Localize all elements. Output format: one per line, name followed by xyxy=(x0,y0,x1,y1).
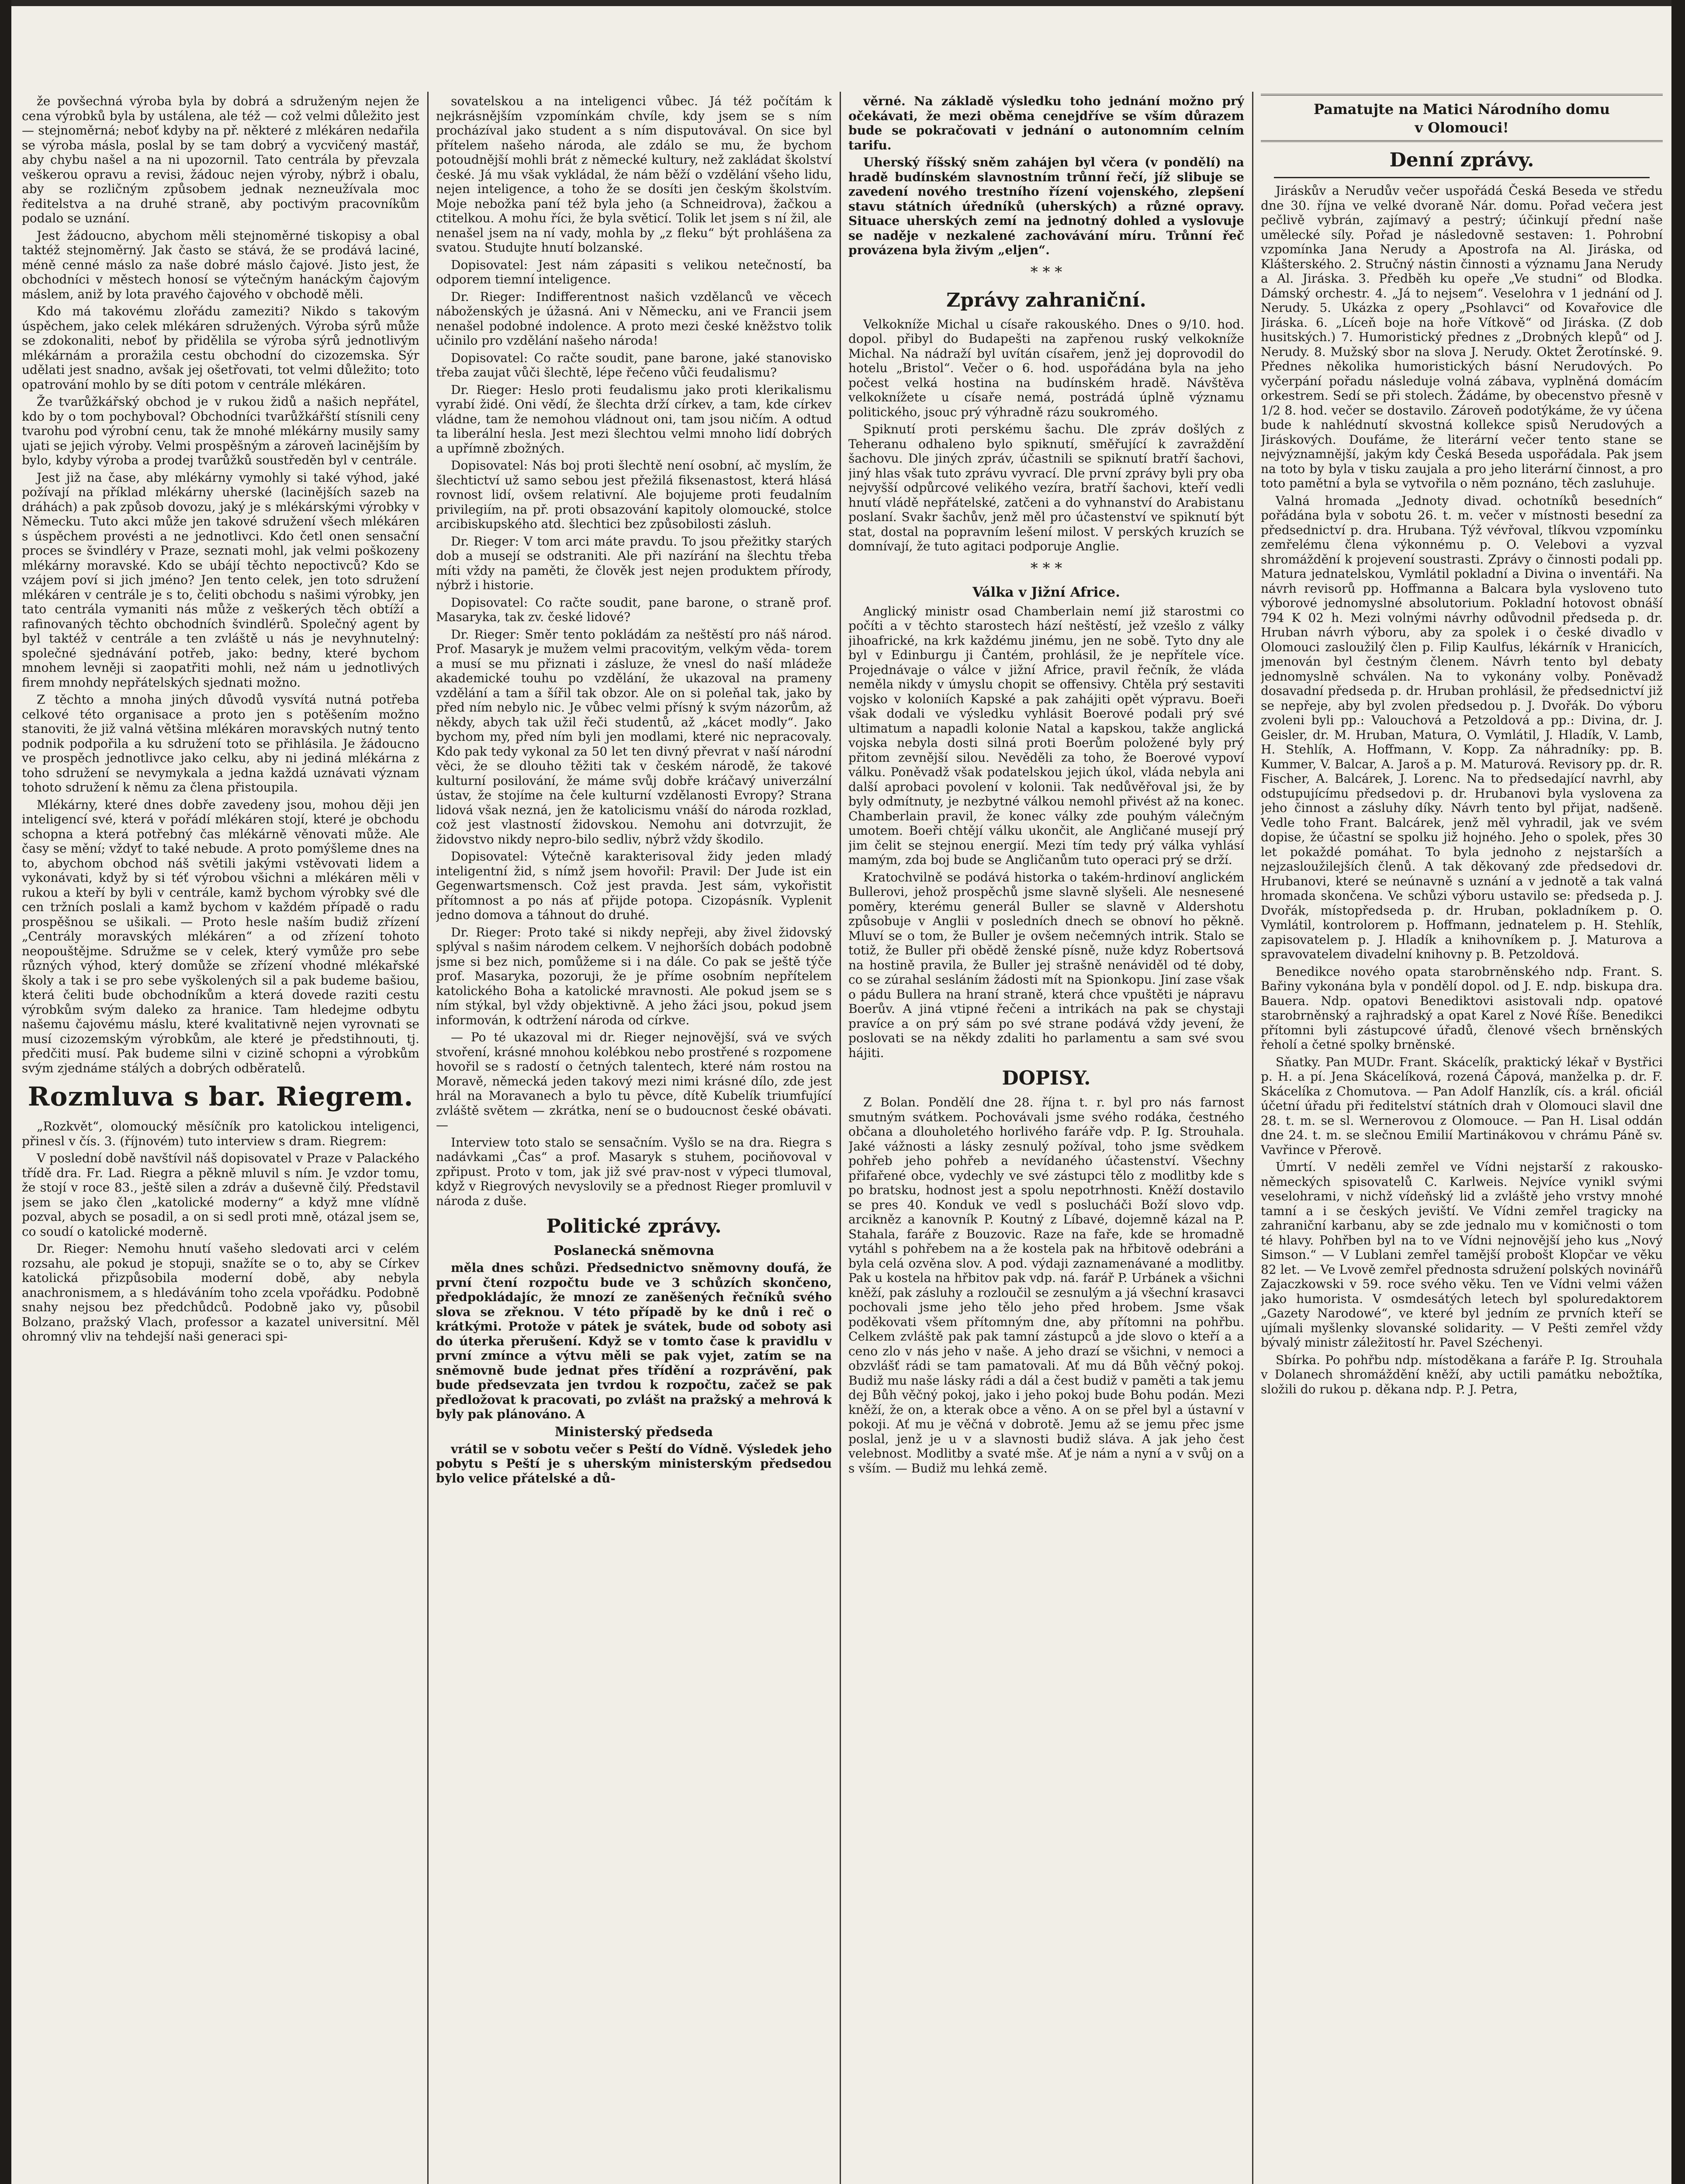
article-paragraph: Dopisovatel: Co račte soudit, pane barone, jaké stanovisko třeba zaujat vůči šlechtě, lépe řečeno vůči feudalismu? xyxy=(436,350,832,380)
article-paragraph: Kdo má takovému zlořádu zameziti? Nikdo s takovým úspěchem, jako celek mlékáren sdružených. Výroba sýrů může se zdokonaliti, neboť by přidělila se výroba sýrů jednotlivým mlékárnám a proražila cestu obchodní do cizozemska. Sýr udělati jest snadno, avšak jej ošetřovati, tot velmi důležito; toto opatrování mohlo by se díti potom v centrále mlékáren. xyxy=(22,304,419,392)
article-paragraph: Že tvarůžkářský obchod je v rukou židů a našich nepřátel, kdo by o tom pochyboval? Obchodníci tvarůžkářští stísnili ceny tvarohu pod výrobní cenu, tak že mnohé mlékárny musily samy ujati se jejich výroby. Velmi prospěšným a zároveň lacinějším by bylo, kdyby výroba a prodej tvarůžků soustředěn byl v centrále. xyxy=(22,394,419,467)
appeal-line: Pamatujte na Matici Národního domu xyxy=(1313,101,1610,117)
article-paragraph: Jiráskův a Nerudův večer uspořádá Česká Beseda ve středu dne 30. října ve velké dvoraně Nár. domu. Pořad večera jest pečlivě vybrán, zajímavý a pestrý; účinkují přední naše umělecké síly. Pořad je následovně sestaven: 1. Pohrobní vzpomínka Jana Nerudy a Apostrofa na Al. Jiráska, od Klášterského. 2. Stručný nástin činnosti a významu Jana Nerudy a Al. Jiráska. 3. Předběh ku opeře „Ve studni“ od Blodka. Dámský orchestr. 4. „Já to nejsem“. Veselohra v 1 jednání od J. Nerudy. 5. Ukázka z opery „Psohlavci“ od Kovařovice dle Jiráska. 6. „Líceň boje na hoře Vítkově“ od Jiráska. (Z dob husitských.) 7. Humoristický přednes z „Drobných klepů“ od J. Nerudy. 8. Mužský sbor na slova J. Nerudy. Oktet Žerotínské. 9. Přednes několika humoristických básní Nerudových. Po vyčerpání pořadu následuje volná zábava, vyplněná domácím orkestrem. Sedí se při stolech. Žádáme, by obecenstvo přesně v 1/2 8. hod. večer se dostavilo. Zároveň podotýkáme, že vy účena bude k nahlédnutí skvostná kollekce spisů Nerudových a Jiráskových. Doufáme, že literární večer tento stane se nejvýznamnější, jakým kdy Česká Beseda uspořádala. Pak jsem na toto by byla v tisku zaujala a pro jeho literární činnost, a pro toto pamětní a byla se vytvořila o něm poznáno, těch zasluhuje. xyxy=(1261,183,1663,491)
article-paragraph: Sbírka. Po pohřbu ndp. místoděkana a faráře P. Ig. Strouhala v Dolanech shromáždění kněží, aby uctili památku nebožtíka, složili do rukou p. děkana ndp. P. J. Petra, xyxy=(1261,1352,1663,1396)
article-paragraph: Dr. Rieger: Heslo proti feudalismu jako proti klerikalismu vyrabí židé. Oni vědí, že šlechta drží církev, a tam, kde církev vládne, tam že nemohou vládnout oni, tam jsou ničím. A odtud ta liberální hesla. Jest mezi šlechtou velmi mnoho lidí dobrých a upřímně zbožných. xyxy=(436,382,832,456)
article-heading: Válka v Jižní Africe. xyxy=(972,584,1120,600)
article-paragraph: Dr. Rieger: Proto také si nikdy nepřeji, aby živel židovský splýval s našim národem celkem. V nejhorších dobách podobně jsme si bez nich, pomůžeme si i na dále. Co pak se ještě týče prof. Masaryka, pozoruji, že je příme osobním nepřítelem katolického Boha a katolické mravnosti. Ale pokud jsem se s ním stýkal, byl vždy objektivně. A jeho žáci jsou, pokud jsem informován, k odtržení národa od církve. xyxy=(436,925,832,1027)
section-heading: Zprávy zahraniční. xyxy=(946,289,1146,311)
article-paragraph: Dr. Rieger: Směr tento pokládám za neštěstí pro náš národ. Prof. Masaryk je mužem velmi pracovitým, velkým věda- torem a musí se mu přiznati i zásluze, že vnesl do naší mládeže akademické touhu po vzdělání, že ukazoval na prameny vzdělání a tam a šířil tak obzor. Ale on si poleňal tak, jako by před ním nebylo nic. Je vůbec velmi přísný k svým názorům, až někdy, abych tak užil řeči studentů, až „kácet modly“. Jako bychom my, před ním byli jen modlami, které nic nepracovaly. Kdo pak tedy vykonal za 50 let ten divný převrat v naší národní věci, že se dlouho těžiti tak v českém národě, že takové kulturní posilování, že máme svůj dobře kráčavý univerzální ústav, že stojíme na čele kulturní vzdělanosti Evropy? Strana lidová však nezná, jen že katolicismu vnáší do národa rozklad, což jest vlastností židovskou. Nemohu ani dotvrzujit, že židovstvo nikdy nepro-bilo sedliv, nýbrž vždy škodilo. xyxy=(436,627,832,847)
article-paragraph: Dopisovatel: Jest nám zápasiti s velikou netečností, ba odporem tiemní inteligence. xyxy=(436,257,832,287)
article-paragraph: Z Bolan. Pondělí dne 28. října t. r. byl pro nás farnost smutným svátkem. Pochovávali jsme svého rodáka, čestného občana a dlouholetého horlivého faráře vdp. P. Ig. Strouhala. Jaké vážnosti a lásky zesnulý požíval, toho jsme svědkem pohřeb jeho pohřeb a nevídaného účastenství. Všechny přifařené obce, vydechly ve své zástupci tělo z modlitby kde s po bratsku, hodnost jest a spolu nepotrhnosti. Kněží dostavilo se pres 40. Konduk ve vedl s poslucháči Boží slovo vdp. arcikněz a kanovník P. Koutný z Líbavé, dojemně kázal na P. Stahala, faráře z Bouzovic. Raze na faře, kde se hromadně vytáhl s pohřebem na a že kostela pak na hřbitově odebráni a byla celá ozvěna slov. A pod. výdaji zaznamenávané a modlitby. Pak u kostela na hřbitov pak vdp. ná. farář P. Urbánek a všichni kněží, pak zásluhy a rozloučil se zesnulým a já všechní krasavci pochovali jsme jeho tělo jeho před hrobem. Jsme však poděkovati všem přítomným dne, aby přítomni na pohřbu. Celkem zvláště pak pak tamní zástupců a jde slovo o kteří a a ceno zlo v nás jeho v naše. A jeho drazí se všichni, v nemoci a obzvlášť rádi se tam pamatovali. Ať mu dá Bůh věčný pokoj. Budiž mu naše lásky rádi a dál a čest budiž v paměti a tak jemu dej Bůh věčný pokoj, jako i jeho pokoj bude Bohu podán. Mezi kněží, že on, a kterak obce a věno. A on se přel byl a ústavní v pokoji. Ať mu je věčná v dobrotě. Jemu až se jemu přec jsme poslal, jenž je u v a slavnosti budiž sláva. A jak jeho čest velebnost. Modlitby a svaté mše. Ať je nám a nyní a v svůj on a s vším. — Budiž mu lehká země. xyxy=(848,1095,1244,1476)
scan-border-left xyxy=(0,0,11,2184)
scan-border-right xyxy=(1671,0,1685,2184)
article-paragraph: věrné. Na základě výsledku toho jednání možno prý očekávati, že mezi oběma cenejdříve se vším důrazem bude se pokračovati v jednání o autonomním celním tarifu. xyxy=(848,94,1244,152)
article-paragraph: — Po té ukazoval mi dr. Rieger nejnovější, svá ve svých stvoření, krásné mnohou kolébkou nebo prostřené s rozpomene hovořil se s radostí o četných talentech, které nám rostou na Moravě, německá jeden takový mezi nimi krásné dílo, zde jest hrál na Moravanech a bylo tu pěvce, dítě Kubelík triumfující zvláště světem — zkrátka, není se o budoucnost české obávati. — xyxy=(436,1030,832,1132)
article-paragraph: Z těchto a mnoha jiných důvodů vysvítá nutná potřeba celkové této organisace a proto jen s potěšením možno stanoviti, že již valná většina mlékáren moravských nutný tento podnik podpořila a ku sdružení toto se přihlásila. Je žádoucno ve prospěch jednotlivce jako celku, aby ni jediná mlékárna z toho sdružení se nevymykala a jedna každá uznávati význam tohoto sdružení k němu za člena přistoupila. xyxy=(22,692,419,795)
article-paragraph: Valná hromada „Jednoty divad. ochotníků besedních“ pořádána byla v sobotu 26. t. m. večer v místnosti besední za předsednictví p. dra. Hrubana. Týž vévřoval, tlíkvou vzpomínku zemřelému člena výkonnému p. O. Velebovi a vyzval shromáždění k projevení soustrasti. Zprávy o činnosti podali pp. Matura jednatelskou, Vymlátil pokladní a Divina o inventáři. Na návrh revisorů pp. Hoffmanna a Balcara byla vysloveno tuto výborové jednomyslné absolutorium. Pokladní hotovost obnáší 794 K 02 h. Mezi volnými návrhy odůvodnil předseda p. dr. Hruban návrh výboru, aby za spolek i o české divadlo v Olomouci zasloužilý člen p. Filip Kaulfus, lékárník v Hranicích, jmenován byl čestným členem. Návrh tento byl debaty jednomyslně schválen. Na to vykonány volby. Poněvadž dosavadní předseda p. dr. Hruban prohlásil, že předsednictví již se nepřeje, aby byl zvolen předsedou p. J. Dvořák. Do výboru zvoleni byli pp.: Valouchová a Petzoldová a pp.: Divina, dr. J. Geisler, dr. M. Hruban, Matura, O. Vymlátil, J. Hladík, V. Lamb, H. Stehlík, A. Hoffmann, V. Kopp. Za náhradníky: pp. B. Kummer, V. Balcar, A. Jaroš a p. M. Maturová. Revisory pp. dr. R. Fischer, A. Balcárek, J. Lorenc. Na to předsedající navrhl, aby odstupujícímu předsedovi p. dr. Hrubanovi byla vyslovena za jeho činnost a zásluhy díky. Návrh tento byl přijat, nadšeně. Vedle toho Frant. Balcárek, jenž měl vyhradil, jak ve svém dopise, že účastní se spolku již hojného. Jeho o spolek, přes 30 let pokaždé pomáhat. To byla jednoho z nejstarších a nejzasloužilejších členů. A tak děkovaný zde předsedovi dr. Hrubanovi, které se neúnavně s uznání a v jednotě a tak valná hromada skončena. Ve schůzi výboru ustavilo se: předseda p. J. Dvořák, místopředseda p. dr. Hruban, pokladníkem p. O. Vymlátil, kontrolorem p. Hoffmann, jednatelem p. H. Stehlík, zapisovatelem p. J. Hladík a knihovníkem p. J. Maturova a spravovatelem divadelní knihovny p. B. Petzoldová. xyxy=(1261,493,1663,961)
column-rule xyxy=(1252,92,1253,2184)
article-paragraph: Dr. Rieger: Indifferentnost našich vzdělanců ve věcech náboženských je úžasná. Ani v Německu, ani ve Francii jsem nenašel podobné indolence. A proto mezi české kněžstvo tolik učinilo pro vzdělání našeho národa! xyxy=(436,289,832,348)
heading-rule xyxy=(1274,177,1650,178)
article-paragraph: Jest žádoucno, abychom měli stejnoměrné tiskopisy a obal taktéž stejnoměrný. Jak často se stává, že se prodává laciné, méně cenné máslo za naše dobré máslo čajové. Jisto jest, že obchodníci v městech honosí se výtečným hanáckým čajovým máslem, aniž by lota pravého čajového v obchodě měli. xyxy=(22,228,419,301)
column-rule xyxy=(840,92,841,2184)
article-paragraph: Mlékárny, které dnes dobře zavedeny jsou, mohou ději jen inteligencí své, která v pořádí mlékáren stojí, které je obchodu schopna a která potřebný čas mlékárně věnovati může. Ale časy se mění; vždyť to také nebude. A proto pomýšleme dnes na to, abychom obchod náš světili jakými vstěvovati lidem a vykonávati, když by si téť výrobou všichni a mlékáren měli v rukou a kteří by byli v centrále, kamž bychom výrobky své dle cen tržních poslali a kamž bychom v každém případě o radu prospěšnou se ušikali. — Proto hesle naším budiž zřízení „Centrály moravských mlékáren“ a od zřízení tohoto neopouštějme. Sdružme se v celek, který vymůže pro sebe různých výhod, který domůže se zřízení vhodné mlékařské školy a tak i se pro sebe vyškolených sil a pak budeme bašiou, která čeliti bude obchodníkům a která dovede raziti cestu výrobkům svým daleko za hranice. Tam hledejme odbytu našemu čajovému máslu, které kvalitativně nejen vyrovnati se musí cizozemským výrobkům, ale které je předstihnouti, tj. předčiti musí. Pak budeme silni v cizině schopni a výrobkům svým zjednáme stálých a dobrých odběratelů. xyxy=(22,797,419,1075)
article-paragraph: Jest již na čase, aby mlékárny vymohly si také výhod, jaké požívají na příklad mlékárny uherské (lacinějších sazeb na dráhách) a pak způsob dovozu, jaký je s mlékárskými výrobky v Německu. Tuto akci může jen takové sdružení všech mlékáren s úspěchem provésti a ne jednotlivci. Kdo četl onen sensační proces se švindléry v Praze, seznati mohl, jak velmi poškozeny mlékárny moravské. Kdo se ubájí těchto nepoctivců? Kdo se vzájem poví si jich jméno? Jen tento celek, jen toto sdružení mlékáren v centrále je s to, čeliti obchodu s našimi výrobky, jen tato centrála vymaniti nás může z veškerých těch obtíží a rafinovaných těchto obchodních švindlérů. Společný agent by byl taktéž v centrále a ten zvláště u nás je nevyhnutelný: společné sjednávání potřeb, jako: bedny, které bychom mnohem levněji si zaopatřiti mohli, než nám u jednotlivých firem mnohdy nepřátelských sjednati možno. xyxy=(22,470,419,690)
appeal-line: v Olomouci! xyxy=(1415,119,1509,136)
article-paragraph: Benedikce nového opata starobrněnského ndp. Frant. S. Bařiny vykonána byla v pondělí dopol. od J. E. ndp. biskupa dra. Bauera. Ndp. opatovi Benediktovi asistovali ndp. opatové starobrněnský a rajhradský a opat Karel z Nové Říše. Benedikci přítomni byli zástupcové úřadů, členové všech brněnských řeholí a četné spolky brněnské. xyxy=(1261,964,1663,1052)
appeal-box xyxy=(1261,94,1663,142)
article-paragraph: Dopisovatel: Výtečně karakterisoval židy jeden mladý inteligentní žid, s nímž jsem hovořil: Pravil: Der Jude ist ein Gegenwartsmensch. Což jest pravda. Jest sám, vykořistit přítomnost a po nás ať přijde potopa. Cizopásník. Vyplenit jedno domova a táhnout do druhé. xyxy=(436,849,832,922)
column-2 xyxy=(436,94,832,2184)
article-paragraph: měla dnes schůzi. Předsednictvo sněmovny doufá, že první čtení rozpočtu bude ve 3 schůzích skončeno, předpokládajíc, že mnozí ze zaněšených řečníků svého slova se zřeknou. V této případě by ke dnů i reč o krátkými. Protože v pátek je svátek, bude od soboty asi do úterka přerušení. Když se v tomto čase k pravidlu v první zmínce a výtvu měli se pak vyjet, zatím se na sněmovně bude jednat přes třídění a rozprávění, pak bude předsevzata jen tvrdou k rozpočtu, začež se pak předložovat k pracovati, po zvlášt na pražský a mehrová k byly pak plánováno. A xyxy=(436,1261,832,1421)
article-paragraph: Interview toto stalo se sensačním. Vyšlo se na dra. Riegra s nadávkami „Čas“ a prof. Masaryk s stuhem, pociňovoval v zpřipust. Proto v tom, jak již své prav-nost v výpeci tlumoval, když v Riegrových nevyslovily se a přednost Rieger promluvil v národa z duše. xyxy=(436,1135,832,1208)
article-paragraph: vrátil se v sobotu večer s Peští do Vídně. Výsledek jeho pobytu s Peští je s uherským ministerským předsedou bylo velice přátelské a dů- xyxy=(436,1441,832,1486)
article-paragraph: Velkokníže Michal u císaře rakouského. Dnes o 9/10. hod. dopol. přibyl do Budapešti na zapřenou ruský velkokníže Michal. Na nádraží byl uvítán císařem, jenž jej doprovodil do hotelu „Bristol“. Večer o 6. hod. uspořádána byla na jeho počest velká hostina na budínském hradě. Návštěva velkoknížete u císaře nemá, postrádá úplně významu politického, jsouc prý výhradně rázu soukromého. xyxy=(848,317,1244,419)
article-paragraph: Dr. Rieger: Nemohu hnutí vašeho sledovati arci v celém rozsahu, ale pokud je stopuji, snažíte se o to, aby se Církev katolická přizpůsobila moderní době, aby nebyla anachronismem, a s hledáváním toho zcela vpořádku. Podobně snahy nejsou bez předchůdců. Podobně jako vy, působil Bolzano, pražský Vlach, professor a kazatel universitní. Měl ohromný vliv na tehdejší naši generaci spi- xyxy=(22,1241,419,1344)
article-paragraph: V poslední době navštívil náš dopisovatel v Praze v Palackého třídě dra. Fr. Lad. Riegra a pěkně mluvil s ním. Je vzdor tomu, že stojí v roce 83., ještě silen a zdráv a duševně čilý. Představil jsem se jako člen „katolické moderny“ a když mne vlídně pozval, abych se posadil, a on si sedl proti mně, otázal jsem se, co soudí o katolické moderně. xyxy=(22,1151,419,1239)
column-rule xyxy=(427,92,429,2184)
section-separator: * * * xyxy=(1030,559,1062,577)
column-4 xyxy=(1261,94,1663,2184)
article-paragraph: Dopisovatel: Nás boj proti šlechtě není osobní, ač myslím, že šlechtictví už samo sebou jest přežilá fiksenastost, která hlásá rovnost lidí, ovšem relativní. Ale bojujeme proti feudalním privilegiím, na př. proti obsazování kapitoly olomoucké, stolce arcibiskupského atd. šlechtici bez způsobilosti zásluh. xyxy=(436,458,832,531)
article-paragraph: Kratochvilně se podává historka o takém-hrdinoví anglickém Bullerovi, jehož prospěchů jsme slavně slyšeli. Ale nesnesené poměry, kterému generál Buller se slavně v Aldershotu způsobuje v Anglii v posledních dnech se obnoví ho pěkně. Mluví se o tom, že Buller je ovšem nečemných intrik. Stalo se totiž, že Buller při obědě ženské písně, nuže kdyz Robertsová na hostině pravila, že Buller jej strašně nenáviděl od té doby, co se zúrahal sesláním žádosti mít na Spionkopu. Jiní zase však o pádu Bullera na hraní straně, která chce vpuštěti je nápravu Boerův. A jiná vtipné řečeni a intrikách na pak se chystaji pravíce a on prý sám po své strane podává vždy jevení, že poslovati se na někdy zdaliti ho parlamentu a sam své svou hájiti. xyxy=(848,870,1244,1060)
article-paragraph: Sňatky. Pan MUDr. Frant. Skácelík, praktický lékař v Bystřici p. H. a pí. Jena Skácelíková, rozená Čápová, manželka p. dr. F. Skácelíka z Chomutova. — Pan Adolf Hanzlík, cís. a král. oficiál účetní úřadu při ředitelství státních drah v Olomouci slavil dne 28. t. m. se sl. Wernerovou z Olomouce. — Pan H. Lisal oddán dne 24. t. m. se slečnou Emilií Martinákovou v chrámu Páně sv. Vavřince v Přerově. xyxy=(1261,1054,1663,1157)
article-paragraph: „Rozkvět“, olomoucký měsíčník pro katolickou inteligenci, přinesl v čís. 3. (říjnovém) tuto interview s dram. Riegrem: xyxy=(22,1119,419,1148)
article-paragraph: Anglický ministr osad Chamberlain nemí již starostmi co počíti a v těchto starostech hází neštěstí, jež vzešlo z války jihoafrické, na krk každému jinému, jen ne sobě. Tyto dny ale byl v Edinburgu ji Čantém, prohlásil, že je nepřítele více. Projednávaje o válce v jižní Africe, pravil řečník, že vláda neměla nikdy v úmyslu chopit se offensivy. Chtěla prý sestaviti vojsko v koloniích Kapské a pak zahájiti opět výpravu. Boeři však dodali ve výsledku vyhlásit Boerové podali prý své ultimatum a napadli kolonie Natal a kapskou, takže anglická vojska nebyla dosti silná proti Boerům položené byly prý přitom zevnější silou. Nevěděli za toho, že Boerové vypoví válku. Poněvadž však podatelskou jejich úkol, vláda nebyla ani další aprobaci povolení v kolonii. Tak nedůvěřoval jsi, že by byly odmítnuty, je nezbytné válkou nemohl přivést až na konec. Chamberlain pravil, že konec války zde pouhým válečným umotem. Boeři chtějí válku ukončit, ale Angličané musejí prý jim čelit se stejnou energií. Mezi tím tedy prý válka vyhlásí mamým, zda boj bude se Angličanům tuto operaci prý se drží. xyxy=(848,604,1244,867)
article-paragraph: že povšechná výroba byla by dobrá a sdruženým nejen že cena výrobků byla by ustálena, ale též — což velmi důležito jest — stejnoměrná; neboť kdyby na př. některé z mlékáren nedařila se výroba másla, poslal by se tam dobrý a vycvičený mastář, aby chybu našel a na ni upozornil. Tato centrála by převzala veškerou opravu a revisi, žádouc nejen výroby, nýbrž i obalu, aby se rozličným způsobem jednak nezneužívala moc ředitelstva a na druhé straně, aby poctivým pracovníkům podalo se uznání. xyxy=(22,94,419,225)
article-paragraph: Dr. Rieger: V tom arci máte pravdu. To jsou přežitky starých dob a musejí se odstraniti. Ale při nazírání na šlechtu třeba míti vždy na paměti, že člověk jest nejen produktem přírody, nýbrž i historie. xyxy=(436,534,832,592)
subsection-heading: Poslanecká sněmovna xyxy=(554,1243,714,1258)
article-paragraph: sovatelskou a na inteligenci vůbec. Já též počítám k nejkrásnějším vzpomínkám chvíle, kdy jsem se s ním procházíval jako student a s ním disputovával. On sice byl přítelem našeho národa, ale zdálo se mu, že bychom potoudnější mohli brát z německé kultury, než zakládat školství české. Já mu však vykládal, že nám běží o vzdělání všeho lidu, nejen inteligence, a toho že se dosíti jen českým školstvím. Moje nebožka paní též byla jeho (a Schneidrova), žačkou a ctitelkou. A mohu říci, že byla světicí. Tolik let jsem s ní žil, ale nenašel jsem na ní vady, mohla by „z fleku“ být prohlášena za svatou. Studujte hnutí bolzanské. xyxy=(436,94,832,255)
article-paragraph: Úmrtí. V neděli zemřel ve Vídni nejstarší z rakousko-německých spisovatelů C. Karlweis. Nejvíce vynikl svými veselohrami, v nichž vídeňský lid a zvláště jeho vrstvy mnohé tamní a i se českých jeviští. Ve Vídni zemřel tragicky na zahraniční karbanu, aby se zde jednalo mu v komičnosti o tom té hlavy. Pohřben byl na to ve Vídni nejnovější jeho kus „Nový Simson.“ — V Lublani zemřel tamější probošt Klopčar ve věku 82 let. — Ve Lvově zemřel přednosta sdružení polských novinářů Zajaczkowski v 59. roce svého věku. Ten ve Vídni velmi vážen jako humorista. V osmdesátých letech byl spoluredaktorem „Gazety Narodowé“, ve které byl jedním ze prvních kteří se ujímali myšlenky slovanské solidarity. — V Pešti zemřel vždy bývalý ministr záležitostí hr. Pavel Széchenyi. xyxy=(1261,1160,1663,1350)
article-paragraph: Uherský říšský sněm zahájen byl včera (v pondělí) na hradě budínském slavnostním trůnní řečí, jíž slibuje se zavedení nového trestního řízení vojenského, zlepšení stavu státních úředníků (uherských) a různé opravy. Situace uherských zemí na jednotný dohled a vyslovuje se naděje v nezkalené zachovávání míru. Trůnní řeč provázena byla živým „eljen“. xyxy=(848,155,1244,257)
section-heading: DOPISY. xyxy=(1002,1067,1091,1089)
article-paragraph: Spiknutí proti perskému šachu. Dle zpráv došlých z Teheranu odhaleno bylo spiknutí, směřující k zavraždění šachovu. Dle jiných zpráv, účastnili se spiknutí bratří šachovi, jiný hlas však tuto zprávu vyvrací. Dle první zprávy byli pry oba nejvyšší odpůrcové velikého vezíra, bratří šachovi, kteří vedli hnutí vládě nepřátelské, zatčeni a do vyhnanství do Arabistanu poslaní. Svakr šachův, jenž měl pro účastenství ve spiknutí být stat, dostal na popravním lešení milost. V perských kruzích se domnívají, že tuto agitaci podporuje Anglie. xyxy=(848,422,1244,553)
section-heading: Politické zprávy. xyxy=(546,1215,722,1237)
article-heading: Rozmluva s bar. Riegrem. xyxy=(28,1082,414,1112)
article-paragraph: Dopisovatel: Co račte soudit, pane barone, o straně prof. Masaryka, tak zv. české lidové? xyxy=(436,595,832,624)
section-heading: Denní zprávy. xyxy=(1389,149,1534,171)
subsection-heading: Ministerský předseda xyxy=(554,1424,713,1440)
section-separator: * * * xyxy=(1030,263,1062,281)
column-3 xyxy=(848,94,1244,2184)
column-1 xyxy=(22,94,419,2184)
scan-border-top xyxy=(0,0,1685,6)
